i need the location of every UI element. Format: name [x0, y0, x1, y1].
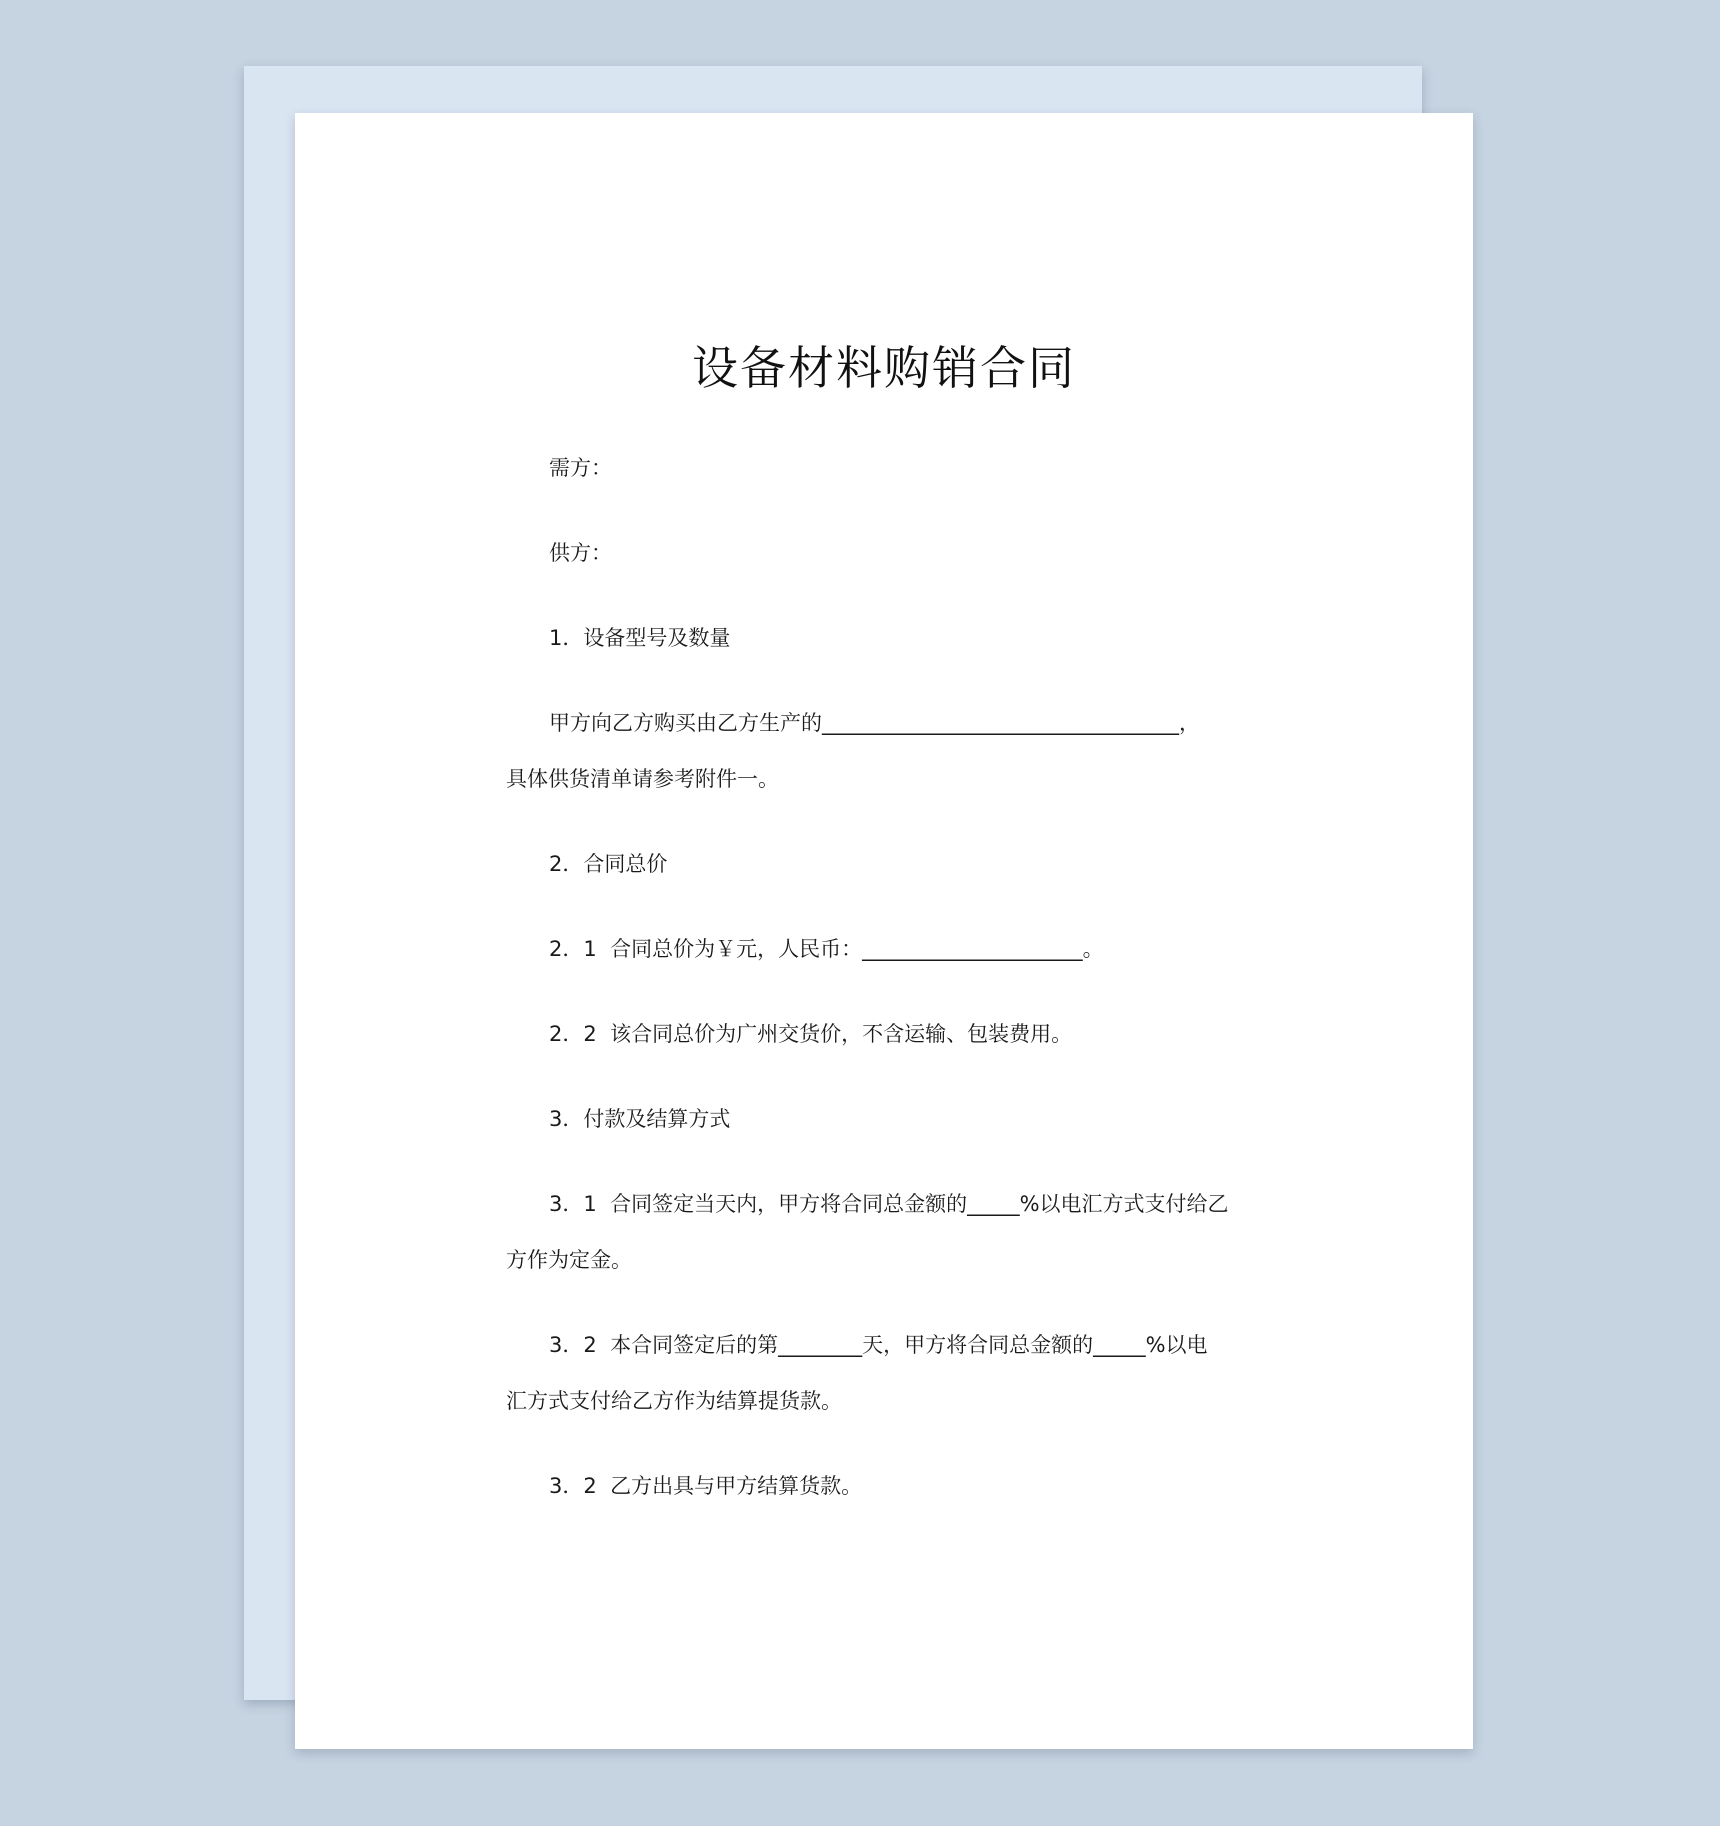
clause-line: 2．2 该合同总价为广州交货价，不含运输、包装费用。	[549, 1022, 1073, 1046]
section-heading: 2．合同总价	[549, 852, 668, 876]
paragraph-line: 具体供货清单请参考附件一。	[506, 767, 779, 791]
section-heading: 3．付款及结算方式	[549, 1107, 731, 1131]
section-heading: 1．设备型号及数量	[549, 626, 731, 650]
paragraph-line: 甲方向乙方购买由乙方生产的__________________________________，	[549, 711, 1200, 735]
clause-line: 汇方式支付给乙方作为结算提货款。	[506, 1389, 842, 1413]
clause-line: 3．2 本合同签定后的第________天，甲方将合同总金额的_____%以电	[549, 1333, 1208, 1357]
document-title: 设备材料购销合同	[692, 341, 1076, 395]
clause-line: 方作为定金。	[506, 1248, 632, 1272]
clause-line: 2．1 合同总价为￥元，人民币：_____________________。	[549, 937, 1104, 961]
document-page	[295, 113, 1473, 1749]
supplier-label: 供方：	[549, 541, 612, 565]
clause-line: 3．1 合同签定当天内，甲方将合同总金额的_____%以电汇方式支付给乙	[549, 1192, 1229, 1216]
clause-line: 3．2 乙方出具与甲方结算货款。	[549, 1474, 863, 1498]
buyer-label: 需方：	[549, 456, 612, 480]
